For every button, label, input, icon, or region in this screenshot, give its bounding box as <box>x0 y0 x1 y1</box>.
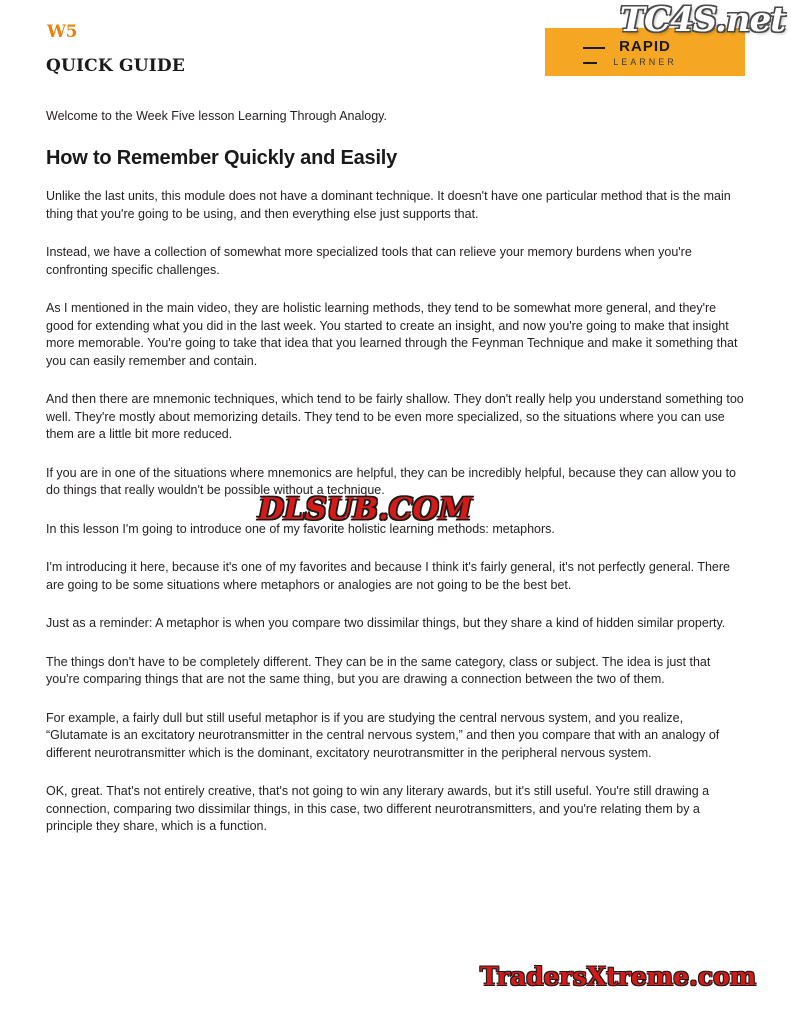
intro-text: Welcome to the Week Five lesson Learning Through Analogy. <box>46 109 387 123</box>
logo-line-learner: LEARNER <box>613 57 677 67</box>
body-paragraph: The things don't have to be completely different. They can be in the same category, class or subject. The idea is just that you're comparing things that are not the same thing, but you are drawing a connection between the two of them. <box>46 654 711 686</box>
body-paragraph: And then there are mnemonic techniques, which tend to be fairly shallow. They don't really help you understand something too well. They're mostly about memorizing details. They tend to be even more specialized, so the situations where you can use them are a little bit more reduced. <box>46 392 744 441</box>
body-paragraph: If you are in one of the situations where mnemonics are helpful, they can be incredibly helpful, because they can allow you to do things that really wouldn't be possible without a technique. <box>46 465 736 497</box>
watermark-top-right: TC4S.net <box>619 0 785 40</box>
page-header <box>0 0 791 96</box>
logo-line-rapid: RAPID <box>619 38 671 55</box>
watermark-bottom: TradersXtreme.com <box>480 962 757 991</box>
body-paragraph: OK, great. That's not entirely creative, that's not going to win any literary awards, but it's still useful. You're still drawing a connection, comparing two dissimilar things, in this case, two different neurotransmitters, and you're relating them by a principle they share, which is a function. <box>46 784 710 833</box>
body-paragraph: Just as a reminder: A metaphor is when you compare two dissimilar things, but they share a kind of hidden similar property. <box>46 616 726 630</box>
document-content <box>46 108 744 857</box>
quick-guide-label: QUICK GUIDE <box>46 56 186 76</box>
body-paragraph: Unlike the last units, this module does not have a dominant technique. It doesn't have one particular method that is the main thing that you're going to be using, and then everything else just supports that. <box>46 189 731 221</box>
body-paragraph: For example, a fairly dull but still useful metaphor is if you are studying the central nervous system, and you realize, “Glutamate is an excitatory neurotransmitter in the central nervous system,” and then you compare that with an analogy of different neurotransmitter which is the dominant, excitatory neurotransmitter in the peripheral nervous system. <box>46 710 720 760</box>
watermark-center: DLSUB.COM <box>258 492 472 527</box>
body-paragraph: As I mentioned in the main video, they are holistic learning methods, they tend to be somewhat more general, and they're good for extending what you did in the last week. You started to create an insight, and now you're going to make that insight more memorable. You're going to take that idea that you learned through the Feynman Technique and make it something that you can easily remember and contain. <box>46 301 738 368</box>
body-paragraph: I'm introducing it here, because it's one of my favorites and because I think it's fairly general, it's not perfectly general. There are going to be some situations where metaphors or analogies are not going to be the best bet. <box>46 560 730 592</box>
body-paragraph: Instead, we have a collection of somewhat more specialized tools that can relieve your memory burdens when you're confronting specific challenges. <box>46 245 692 277</box>
week-marker: W5 <box>47 22 77 42</box>
body-paragraph: In this lesson I'm going to introduce one of my favorite holistic learning methods: metaphors. <box>46 521 555 536</box>
page-title: How to Remember Quickly and Easily <box>46 147 398 169</box>
